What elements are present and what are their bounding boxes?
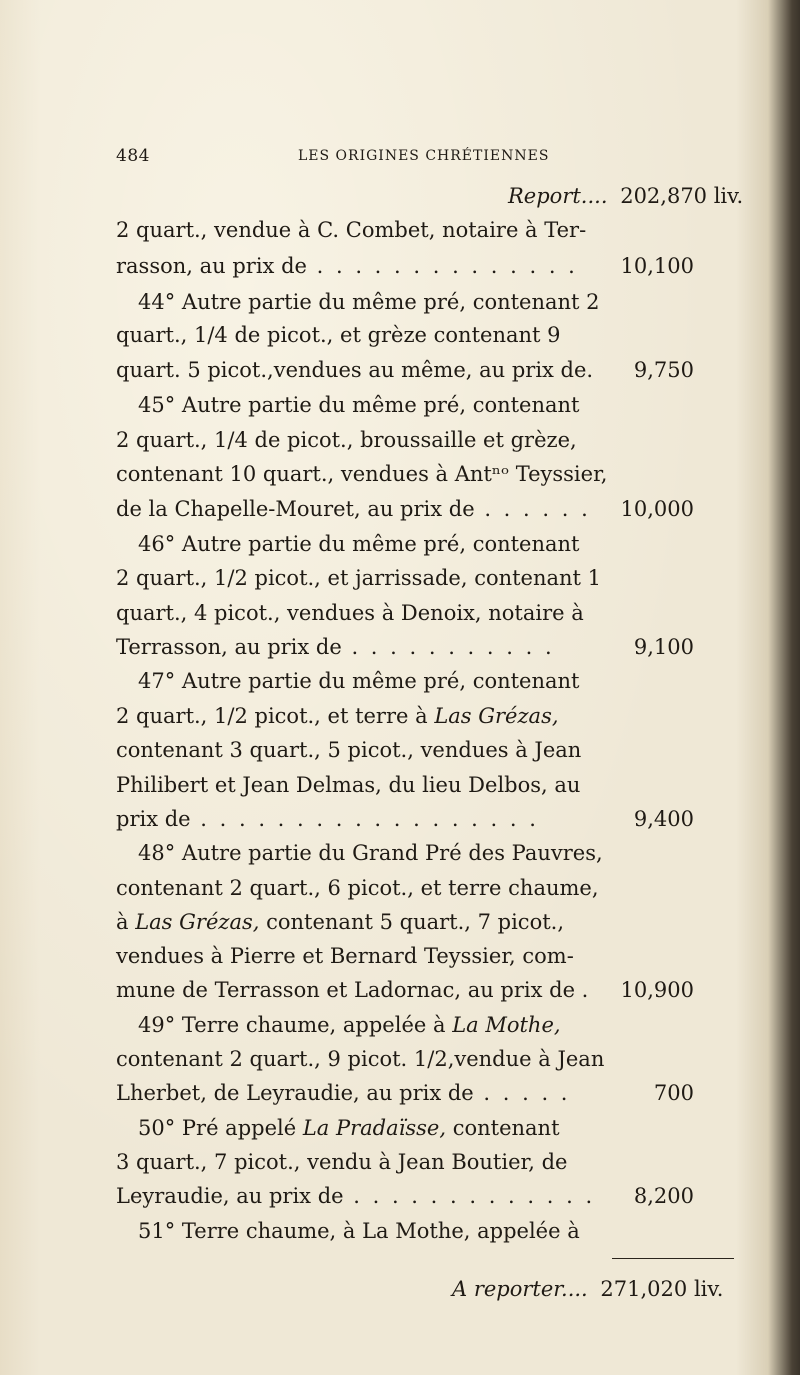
total-rule — [612, 1258, 734, 1259]
text-line: 44° Autre partie du même pré, contenant 2 — [138, 290, 600, 314]
price: 9,400 — [633, 807, 694, 831]
carry-forward-label: A reporter.... — [452, 1277, 588, 1301]
price: 9,100 — [633, 635, 694, 659]
carry-forward-row — [452, 1276, 723, 1302]
text-line: quart., 1/4 de picot., et grèze contenant 9 — [116, 323, 561, 347]
text-line: 2 quart., 1/4 de picot., broussaille et grèze, — [116, 428, 577, 452]
text-line: Leyraudie, au prix de . . . . . . . . . . . . . — [116, 1184, 596, 1208]
text-line: 49° Terre chaume, appelée à La Mothe, — [138, 1013, 561, 1037]
text-line: 48° Autre partie du Grand Pré des Pauvres, — [138, 841, 603, 865]
text-line: 2 quart., 1/2 picot., et terre à Las Grézas, — [116, 704, 559, 728]
text-line: 2 quart., 1/2 picot., et jarrissade, contenant 1 — [116, 566, 602, 590]
price: 10,100 — [620, 254, 694, 278]
text-line: 3 quart., 7 picot., vendu à Jean Boutier, de — [116, 1150, 568, 1174]
report-row — [508, 183, 743, 209]
text-line: 47° Autre partie du même pré, contenant — [138, 669, 580, 693]
text-line: 46° Autre partie du même pré, contenant — [138, 532, 580, 556]
price: 10,000 — [620, 497, 694, 521]
text-line: 45° Autre partie du même pré, contenant — [138, 393, 580, 417]
text-line: 51° Terre chaume, à La Mothe, appelée à — [138, 1219, 580, 1243]
text-line: prix de . . . . . . . . . . . . . . . . . . — [116, 807, 539, 831]
text-line: de la Chapelle-Mouret, au prix de . . . . . . — [116, 497, 591, 521]
price: 700 — [653, 1081, 694, 1105]
text-line: contenant 10 quart., vendues à Antⁿᵒ Teyssier, — [116, 462, 608, 486]
text-line: mune de Terrasson et Ladornac, au prix de . — [116, 978, 589, 1002]
text-line: 2 quart., vendue à C. Combet, notaire à Ter- — [116, 218, 587, 242]
price: 8,200 — [633, 1184, 694, 1208]
text-line: à Las Grézas, contenant 5 quart., 7 picot., — [116, 910, 565, 934]
carry-forward-amount: 271,020 liv. — [600, 1277, 724, 1301]
text-line: Lherbet, de Leyraudie, au prix de . . . . . — [116, 1081, 571, 1105]
text-line: quart. 5 picot.,vendues au même, au prix de. — [116, 358, 594, 382]
report-amount: 202,870 liv. — [620, 184, 744, 208]
text-line: Philibert et Jean Delmas, du lieu Delbos, au — [116, 773, 581, 797]
text-line: contenant 2 quart., 6 picot., et terre chaume, — [116, 876, 599, 900]
text-line: quart., 4 picot., vendues à Denoix, notaire à — [116, 601, 584, 625]
price: 9,750 — [633, 358, 694, 382]
page-number: 484 — [116, 146, 150, 166]
running-title: LES ORIGINES CHRÉTIENNES — [298, 148, 550, 164]
text-line: contenant 3 quart., 5 picot., vendues à Jean — [116, 738, 582, 762]
text-line: Terrasson, au prix de . . . . . . . . . . . — [116, 635, 555, 659]
text-line: rasson, au prix de . . . . . . . . . . . . . . — [116, 254, 578, 278]
price: 10,900 — [620, 978, 694, 1002]
report-label: Report.... — [508, 184, 608, 208]
text-line: 50° Pré appelé La Pradaïsse, contenant — [138, 1116, 560, 1140]
text-line: contenant 2 quart., 9 picot. 1/2,vendue à Jean — [116, 1047, 605, 1071]
text-line: vendues à Pierre et Bernard Teyssier, com- — [116, 944, 574, 968]
